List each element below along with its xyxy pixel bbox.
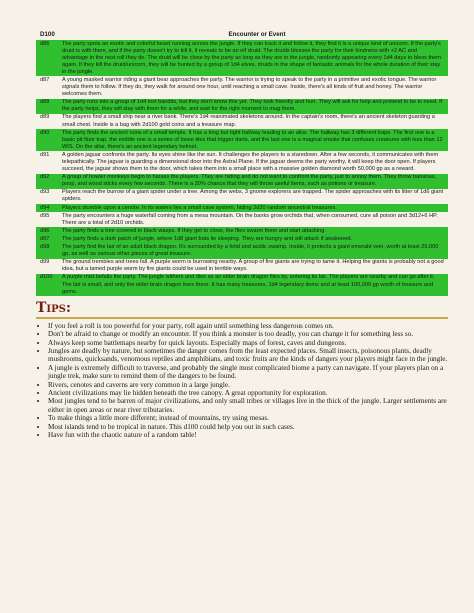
row-text: Players reach the burrow of a giant spider under a tree. Among the webs, 3 gnome explorers are trapped. The spider approaches with its litter of 1d6 giant spiders. [62,189,444,203]
tip-item: • A jungle is extremely difficult to traverse, and probably the single most complicated biome a party can navigate. If your players plan on a jungle trek, make sure to remind them of the dangers to be found. [48,364,448,381]
table-row [36,76,448,98]
row-number: d100 [40,274,53,281]
table-row [36,259,448,274]
row-number: d97 [40,235,50,242]
tip-item: • Don't be afraid to change or modify an encounter. If you think a monster is too deadly, you can change it for something less so. [48,330,448,338]
tip-item: • If you feel a roll is too powerful for your party, roll again until something less dangerous comes on. [48,322,448,330]
page [36,30,448,439]
row-text: A golden jaguar confronts the party. Its eyes shine like the sun. It challenges the players to a staredown. After a few seconds, it communicates with them telepathically. The jaguar is guarding a dimensional door into the Astral Plane. If the jaguar deems the party worthy, it will keep the door open. If players succeed, the jaguar shows them to the door, which takes them into a small place with a massive golden diamond worth 50,000 gp as a reward. [62,151,439,173]
row-number: d98 [40,244,50,251]
row-number: d92 [40,174,50,181]
table-row [36,227,448,235]
table-row [36,244,448,259]
row-number: d96 [40,227,50,234]
row-text: The party spots an exotic and colorful beast running across the jungle. If they can track it and follow it, they find it is a unique kind of unicorn. If the party's druid is with them, and if the party doesn't try to kill it, it reveals to be an elf druid. The druids blesses the party for their kindness with +2 AC and advantage in the next roll they do. The druid will be close by the party as long as they are in the jungle, randomly appearing every 1d4 days to bless them again. If they kill the druid/unicorn, they will be hunted by a group of 1d4 elves, druids in the shape of fantastic animals for the whole duration of their stay in the jungle. [62,40,441,75]
tip-item: • Have fun with the chaotic nature of a random table! [48,431,448,439]
table-row [36,212,448,227]
table-row [36,235,448,243]
table-row [36,129,448,151]
die-header: D100 [40,31,55,38]
row-text: A group of howler monkeys begin to harass the players. They are hiding and do not want to confront the party, just to annoy them. They throw bananas, poop, and wood sticks every few seconds. There is a 30% chance that they will throw useful items, such as potions or treasure. [62,174,437,188]
result-header: Encounter or Event [228,31,286,38]
row-number: d91 [40,151,50,158]
row-number: d94 [40,204,50,211]
table-row [36,114,448,129]
row-number: d90 [40,129,50,136]
table-row [36,99,448,114]
heading-rule [36,317,448,319]
row-text: A purple mist befalls the party. The jungle withers and dies as an elder brain dragon flies by, entering its lair. The players are nearby and can go after it. The lair is small, and only the elder brain dragon lives there. It has many treasures, 1d4 legendary items and at least 100,000 gp worth of treasure and gems. [62,274,435,295]
tip-item: • Most islands tend to be tropical in nature. This d100 could help you out in such cases. [48,423,448,431]
tip-item: • Jungles are deadly by nature, but sometimes the danger comes from the least expected places. Small insects, poisonous plants, deadly mushrooms, quicksands, venomous reptiles and amphibians, and toxic fruits are the kinds of dangers your players might face in the jungle. [48,347,448,364]
table-row [36,40,448,76]
tips-list [36,322,448,440]
row-number: d88 [40,99,50,106]
row-text: The party encounters a huge waterfall coming from a mesa mountain. On the banks grow orchids that, when consumed, cure all poison and 3d12+6 HP. There are a total of 2d10 orchids. [62,212,438,226]
row-number: d95 [40,212,50,219]
table-row [36,174,448,189]
tip-item: • Most jungles tend to be barren of major civilizations, and only small tribes or villages live in the thick of the jungle. Larger settlements are either in open areas or near river tributaries. [48,397,448,414]
row-text: The party finds a dark patch of jungle, where 1d8 giant bats lie sleeping. They are hungry and will attack if awakened. [62,235,353,242]
row-text: A young masked warrior riding a giant bear approaches the party. The warrior is trying to speak to the party in a primitive and exotic tongue. The warrior signals them to follow. If they do, they walk for around one hour, until reaching a small cave. Inside, there's all kinds of fruit and honey. The warrior welcomes them. [62,76,437,98]
table-row [36,274,448,296]
row-text: The players find a small ship near a river bank. There's 1d4 reanimated skeletons around. In the captain's room, there's an ancient skeleton guarding a small chest. Inside is a bag with 2d100 gold coins and a treasure map. [62,114,435,128]
row-text: The party finds a tree covered in black wasps. If they get to close, the flies swarm them and start attacking. [62,227,326,234]
encounter-table [36,40,448,296]
tip-item: • Rivers, cenotes and caverns are very common in a large jungle. [48,381,448,389]
row-text: The ground trembles and trees fall. A purple worm is burrowing nearby. A group of fire giants are trying to tame it. Helping the giants is probably not a good idea, but a tamed purple worm by fire giants could be used in terrible ways. [62,259,444,273]
tip-item: • Ancient civilizations may lie hidden beneath the tree canopy. A great opportunity for exploration. [48,389,448,397]
row-text: The party runs into a group of 1d4 lost bandits, but they don't know this yet. They look friendly and hurt. They will ask for help and pretend to be in need. If the party helps, they will stay with them for a while, and wait for the right moment to mug them. [62,99,443,113]
tip-item: • Always keep some battlemaps nearby for quick layouts. Especially maps of forest, caves and dungeons. [48,339,448,347]
row-number: d87 [40,76,50,83]
row-number: d93 [40,189,50,196]
row-number: d99 [40,259,50,266]
row-text: The party find the lair of an adult black dragon. It's surrounded by a fetid and acidic swamp. Inside, it protects a giant emerald vein, worth at least 25.000 gp, as well as various other pieces of great treasure. [62,244,439,258]
tips-heading [36,300,448,319]
table-row [36,189,448,204]
table-row [36,204,448,212]
row-text: Players stumble upon a cenote. In its waters lies a small cave system, hiding 2d20 random ancestral treasures. [62,204,337,211]
table-header [36,30,448,40]
row-number: d89 [40,114,50,121]
table-row [36,151,448,173]
tip-item: • To make things a little more different; instead of mountains, try using mesas. [48,414,448,422]
tips-title: Tips: [36,300,72,317]
row-text: The party finds the ancient ruins of a small temple. It has a long but tight hallway leading to an altar. The hallway has 3 different traps. The first one is a basic pit floor trap, the middle one is a series of loose tiles that trigger darts, and the last one is a magical smoke that confuses creatures with less than 12 WIS. On the altar, there's an ancient legendary helmet. [62,129,443,150]
row-number: d86 [40,40,50,47]
